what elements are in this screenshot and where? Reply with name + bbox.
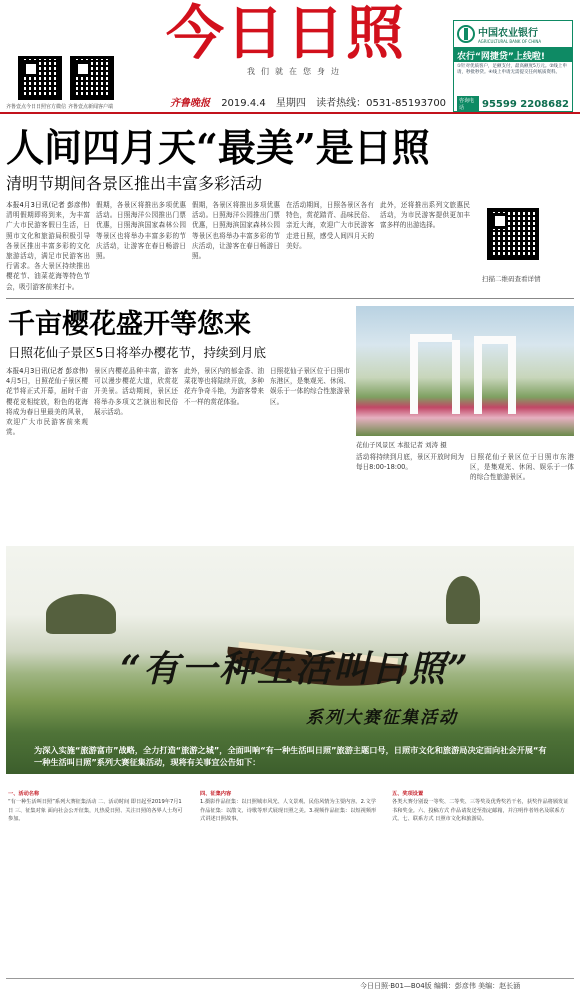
footer-divider [6, 978, 574, 979]
photo-frame-post [410, 334, 418, 414]
brand-name: 齐鲁晚报 [170, 98, 210, 109]
story-qr-caption: 扫描二维码查看详情 [482, 275, 541, 283]
masthead-divider [0, 112, 580, 114]
bank-advertisement[interactable] [453, 20, 573, 112]
promo-title: “有一种生活叫日照” [120, 648, 470, 690]
story2-column-5: 活动将持续到月底，景区开放时间为每日8:00-18:00。 [356, 453, 464, 472]
story1-column-5: 此外，还将推出系列文旅惠民活动，为市民游客提供更加丰富多样的出游选择。 [380, 201, 470, 230]
reader-hotline: 读者热线：0531-85193700 [316, 98, 447, 109]
notice-text-2: 1.摄影作品征集：以日照城市风光、人文景观、民俗风情为主要内容。2.文学作品征集：以散文、诗歌等形式展现日照之美。3.视频作品征集：以短视频形式讲述日照故事。 [200, 799, 377, 823]
bank-phone-number: 95599 2208682 [482, 98, 569, 110]
story2-headline[interactable]: 千亩樱花盛开等您来 [8, 309, 251, 340]
notice-column-1 [8, 790, 184, 974]
slogan: 我们就在您身边 [247, 67, 345, 76]
notice-section-title-3: 五、奖项设置 [392, 791, 424, 797]
notice-text-1: “有一种生活叫日照”系列大赛征集活动 二、活动时间 即日起至2019年7月1日 三、征集对象 面向社会公开征集，凡热爱日照、关注日照的各界人士均可参加。 [8, 799, 183, 823]
photo-caption: 花仙子风景区 本报记者 刘涛 摄 [356, 441, 447, 449]
bank-logo-icon [457, 25, 475, 43]
story2-column-2: 景区内樱花品种丰富，游客可以漫步樱花大道，欣赏花开美景。活动期间，景区还将举办多项文艺演出和民俗展示活动。 [94, 367, 178, 416]
story2-text-1: 4月5日，日照花仙子景区樱花节将正式开幕，届时千亩樱花竞相绽放，粉色的花海将成为春日里最美的风景，欢迎广大市民游客前来观赏。 [6, 377, 88, 437]
story1-text-2: 假期，各景区将推出多项优惠活动。日照海洋公园推出门票优惠，日照海滨国家森林公园等景区也将举办丰富多彩的节庆活动，让游客在春日畅游日照。 [192, 201, 280, 261]
bank-header [454, 21, 572, 47]
notice-section-title-1: 一、活动名称 [8, 791, 40, 797]
story1-text-1: 清明假期即将到来，为丰富广大市民游客假日生活，日照市文化和旅游局积极引导各景区推出丰富多彩的文化旅游活动，满足市民游客出行需求。各大景区持续推出樱花节、油菜花海等特色节会，吸引游客前来打卡。 [6, 211, 90, 291]
story2-byline: 本报4月3日讯(记者 彭彦伟) [6, 367, 88, 375]
story2-column-4: 日照花仙子景区位于日照市东港区，是集观光、休闲、娱乐于一体的综合性旅游景区。 [270, 367, 350, 406]
story1-column-3 [192, 200, 280, 292]
story1-column-2: 假期，各景区将推出多项优惠活动。日照海洋公园推出门票优惠，日照海滨国家森林公园等景区也将举办丰富多彩的节庆活动，让游客在春日畅游日照。 [96, 201, 186, 261]
promo-intro: 为深入实施“旅游富市”战略，全力打造“旅游之城”，全面叫响“有一种生活叫日照”旅游主题口号，日照市文化和旅游局决定面向社会开展“有一种生活叫日照”系列大赛征集活动，现将有关事宜公告如下： [34, 745, 547, 767]
story2-subhead: 日照花仙子景区5日将举办樱花节，持续到月底 [8, 345, 266, 360]
newspaper-logo: 今日日照 [165, 0, 406, 67]
photo-frame-post-3 [474, 336, 482, 414]
section-divider [6, 298, 574, 299]
notice-section-title-2: 四、征集内容 [200, 791, 232, 797]
issue-date: 2019.4.4 [221, 98, 266, 109]
story1-column-1 [6, 200, 90, 292]
cherry-blossom-photo[interactable] [356, 306, 574, 436]
dateline [170, 94, 453, 109]
rock-island-left [46, 594, 116, 634]
photo-frame-beam [410, 334, 452, 342]
qr-left-caption: 齐鲁壹点今日日照官方微信 [6, 104, 67, 110]
notice-text-3: 各类大赛分别设一等奖、二等奖、三等奖及优秀奖若干名，获奖作品将颁发证书和奖金。六、投稿方式 作品请发送至指定邮箱，并注明作者姓名及联系方式。七、联系方式 日照市文化和旅游局。 [392, 799, 569, 823]
bank-phone-label: 咨询电话 [457, 96, 479, 112]
bank-name-en: AGRICULTURAL BANK OF CHINA [478, 39, 542, 44]
qr-right-caption: 齐鲁壹点新闻客户端 [68, 104, 114, 110]
story1-headline[interactable]: 人间四月天“最美”是日照 [6, 125, 430, 170]
photo-frame-post-4 [508, 336, 516, 414]
rock-island-right [446, 576, 480, 624]
bank-description: ①针对优质客户，足额支付，最高额度5万元。②线上申请，秒批秒贷。④线上申请无需提交任何纸质资料。 [457, 64, 567, 75]
qr-code-left[interactable] [18, 56, 62, 100]
notice-column-2 [200, 790, 380, 974]
story2-column-3: 此外，景区内的郁金香、油菜花等也将陆续开放，多种花卉争奇斗艳，为游客带来不一样的赏花体验。 [184, 367, 264, 406]
bank-name: 中国农业银行 [478, 28, 538, 39]
promo-subtitle: 系列大赛征集活动 [306, 708, 458, 728]
page-footer: 今日日照·B01—B04版 编辑：彭彦伟 美编：赵长涵 [360, 982, 521, 990]
qr-code-right[interactable] [70, 56, 114, 100]
story1-byline: 本报4月3日讯(记者 彭彦伟) [6, 201, 90, 209]
masthead [0, 0, 580, 112]
promo-banner[interactable] [6, 546, 574, 774]
story2-column-6: 日照花仙子景区位于日照市东港区，是集观光、休闲、娱乐于一体的综合性旅游景区。 [470, 453, 574, 482]
bank-promo: 农行“网捷贷”上线啦! [454, 47, 572, 62]
story-qr-code[interactable] [487, 208, 539, 260]
photo-frame-post-2 [452, 340, 460, 414]
bank-phone [454, 96, 572, 112]
story2-column-1 [6, 366, 88, 538]
issue-weekday: 星期四 [275, 98, 306, 109]
story1-subhead: 清明节期间各景区推出丰富多彩活动 [6, 174, 263, 193]
story1-column-4: 在活动期间，日照各景区各有特色，赏花踏青、品味民俗、亲近大海，欢迎广大市民游客走进日照，感受人间四月天的美好。 [286, 201, 374, 250]
notice-column-3 [392, 790, 572, 974]
